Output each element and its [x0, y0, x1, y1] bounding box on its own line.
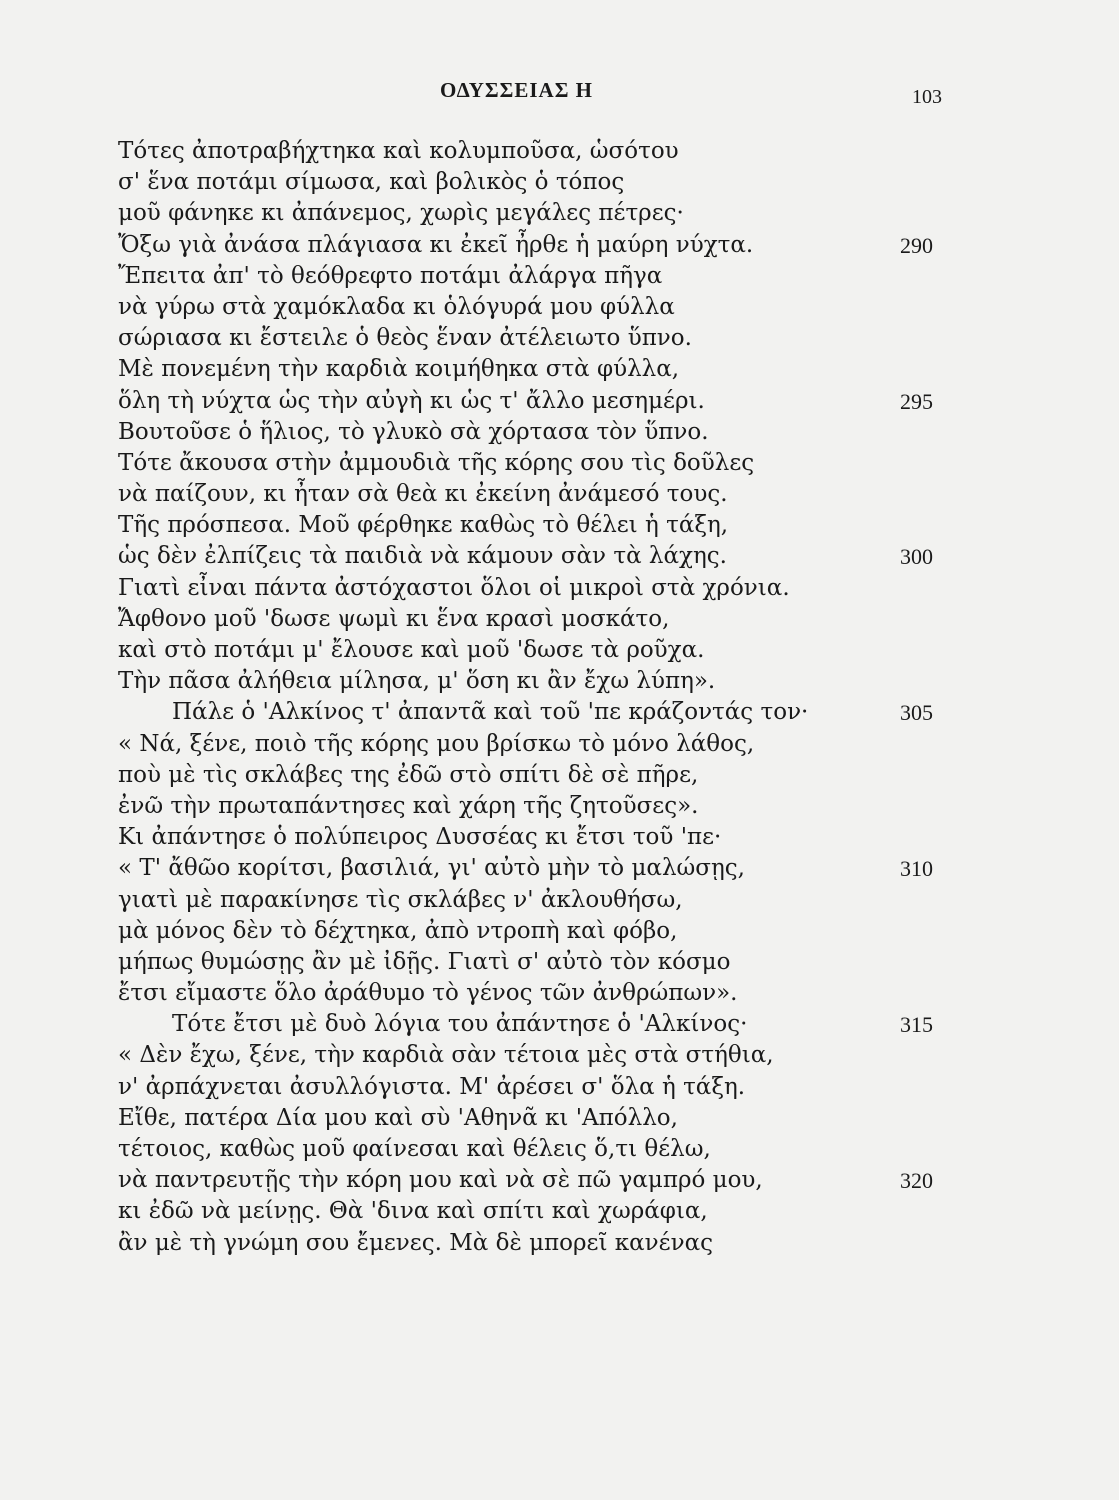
- verse-line: [0, 1134, 1119, 1165]
- verse-line: [0, 916, 1119, 947]
- page-number: 103: [912, 86, 942, 108]
- verse-text: « Δὲν ἔχω, ξένε, τὴν καρδιὰ σὰν τέτοια μὲς στὰ στήθια,: [118, 1042, 774, 1069]
- verse-text: ἔτσι εἴμαστε ὅλο ἀράθυμο τὸ γένος τῶν ἀνθρώπων».: [118, 980, 738, 1007]
- verse-line: [0, 1165, 1119, 1196]
- verse-line: [0, 198, 1119, 229]
- verse-line: [0, 1196, 1119, 1227]
- verse-text: « Νά, ξένε, ποιὸ τῆς κόρης μου βρίσκω τὸ μόνο λάθος,: [118, 730, 755, 757]
- verse-line: [0, 541, 1119, 572]
- verse-text: Τῆς πρόσπεσα. Μοῦ φέρθηκε καθὼς τὸ θέλει ἡ τάξη,: [118, 512, 729, 539]
- verse-text: ν' ἀρπάχνεται ἀσυλλόγιστα. Μ' ἀρέσει σ' ὅλα ἡ τάξη.: [118, 1073, 746, 1100]
- verse-line: [0, 448, 1119, 479]
- verse-text: γιατὶ μὲ παρακίνησε τὶς σκλάβες ν' ἀκλουθήσω,: [118, 886, 683, 913]
- verse-text: σ' ἕνα ποτάμι σίμωσα, καὶ βολικὸς ὁ τόπος: [118, 169, 625, 196]
- verse-text: Τὴν πᾶσα ἀλήθεια μίλησα, μ' ὅση κι ἂν ἔχω λύπη».: [118, 668, 716, 695]
- verse-text: καὶ στὸ ποτάμι μ' ἔλουσε καὶ μοῦ 'δωσε τὰ ροῦχα.: [118, 637, 705, 663]
- verse-line: [0, 354, 1119, 385]
- verse-text: νὰ παντρευτῇς τὴν κόρη μου καὶ νὰ σὲ πῶ γαμπρό μου,: [118, 1167, 763, 1194]
- verse-line: [0, 885, 1119, 916]
- verse-line: [0, 666, 1119, 697]
- verse-line: [0, 978, 1119, 1009]
- line-number: 300: [900, 544, 933, 570]
- verse-text: ποὺ μὲ τὶς σκλάβες της ἐδῶ στὸ σπίτι δὲ σὲ πῆρε,: [118, 761, 699, 788]
- running-title: ΟΔΥΣΣΕΙΑΣ Η: [440, 78, 594, 102]
- verse-line: [0, 1009, 1119, 1040]
- verse-text: κι ἐδῶ νὰ μείνῃς. Θὰ 'δινα καὶ σπίτι καὶ χωράφια,: [118, 1198, 708, 1225]
- verse-line: [0, 386, 1119, 417]
- verse-text: Γιατὶ εἶναι πάντα ἀστόχαστοι ὅλοι οἱ μικροὶ στὰ χρόνια.: [118, 574, 790, 601]
- verse-text: ἐνῶ τὴν πρωταπάντησες καὶ χάρη τῆς ζητοῦσες».: [118, 792, 699, 819]
- verse-line: [0, 292, 1119, 323]
- verse-text: Εἴθε, πατέρα Δία μου καὶ σὺ 'Αθηνᾶ κι 'Απόλλο,: [118, 1104, 678, 1131]
- verse-text: Ἄφθονο μοῦ 'δωσε ψωμὶ κι ἕνα κρασὶ μοσκάτο,: [118, 605, 670, 632]
- verse-text: νὰ γύρω στὰ χαμόκλαδα κι ὁλόγυρά μου φύλλα: [118, 293, 675, 320]
- verse-line: [0, 604, 1119, 635]
- verse-text: ὡς δὲν ἐλπίζεις τὰ παιδιὰ νὰ κάμουν σὰν τὰ λάχης.: [118, 543, 727, 570]
- verse-line: [0, 1228, 1119, 1259]
- verse-text: Βουτοῦσε ὁ ἥλιος, τὸ γλυκὸ σὰ χόρτασα τὸν ὕπνο.: [118, 418, 709, 445]
- verse-text: Τότε ἔτσι μὲ δυὸ λόγια του ἀπάντησε ὁ 'Αλκίνος·: [172, 1011, 748, 1038]
- verse-line: [0, 635, 1119, 666]
- verse-text: Πάλε ὁ 'Αλκίνος τ' ἀπαντᾶ καὶ τοῦ 'πε κράζοντάς τον·: [172, 699, 809, 726]
- verse-line: [0, 136, 1119, 167]
- verse-text: Κι ἀπάντησε ὁ πολύπειρος Δυσσέας κι ἔτσι τοῦ 'πε·: [118, 824, 722, 851]
- verse-line: [0, 697, 1119, 728]
- verse-line: [0, 853, 1119, 884]
- verse-text: μὰ μόνος δὲν τὸ δέχτηκα, ἀπὸ ντροπὴ καὶ φόβο,: [118, 917, 678, 944]
- line-number: 290: [900, 232, 933, 258]
- verse-text: τέτοιος, καθὼς μοῦ φαίνεσαι καὶ θέλεις ὅ,τι θέλω,: [118, 1136, 711, 1162]
- verse-text: μοῦ φάνηκε κι ἀπάνεμος, χωρὶς μεγάλες πέτρες·: [118, 200, 684, 227]
- verse-text: Μὲ πονεμένη τὴν καρδιὰ κοιμήθηκα στὰ φύλλα,: [118, 356, 680, 383]
- verse-text: Ὄξω γιὰ ἀνάσα πλάγιασα κι ἐκεῖ ἦρθε ἡ μαύρη νύχτα.: [118, 231, 754, 258]
- verse-line: [0, 573, 1119, 604]
- verse-line: [0, 1103, 1119, 1134]
- verse-text: σώριασα κι ἔστειλε ὁ θεὸς ἕναν ἀτέλειωτο ὕπνο.: [118, 325, 692, 352]
- verse-text: ὅλη τὴ νύχτα ὡς τὴν αὐγὴ κι ὡς τ' ἄλλο μεσημέρι.: [118, 387, 705, 414]
- verse-line: [0, 167, 1119, 198]
- line-number: 315: [900, 1012, 933, 1038]
- line-number: 295: [900, 388, 933, 414]
- verse-line: [0, 729, 1119, 760]
- verse-line: [0, 323, 1119, 354]
- verse-line: [0, 1072, 1119, 1103]
- verse-line: [0, 417, 1119, 448]
- verse-line: [0, 230, 1119, 261]
- verse-text: Τότες ἀποτραβήχτηκα καὶ κολυμποῦσα, ὡσότου: [118, 138, 679, 164]
- verse-text: μήπως θυμώσῃς ἂν μὲ ἰδῇς. Γιατὶ σ' αὐτὸ τὸν κόσμο: [118, 948, 731, 975]
- poem-text: [0, 136, 1119, 1259]
- verse-line: [0, 1040, 1119, 1071]
- verse-text: Τότε ἄκουσα στὴν ἀμμουδιὰ τῆς κόρης σου τὶς δοῦλες: [118, 449, 755, 476]
- line-number: 310: [900, 856, 933, 882]
- verse-line: [0, 479, 1119, 510]
- line-number: 320: [900, 1168, 933, 1194]
- verse-line: [0, 510, 1119, 541]
- verse-line: [0, 760, 1119, 791]
- verse-line: [0, 947, 1119, 978]
- verse-text: νὰ παίζουν, κι ἦταν σὰ θεὰ κι ἐκείνη ἀνάμεσό τους.: [118, 481, 728, 508]
- verse-text: Ἔπειτα ἀπ' τὸ θεόθρεφτο ποτάμι ἀλάργα πῆγα: [118, 262, 663, 289]
- verse-text: ἂν μὲ τὴ γνώμη σου ἔμενες. Μὰ δὲ μπορεῖ κανένας: [118, 1229, 713, 1256]
- verse-line: [0, 791, 1119, 822]
- verse-line: [0, 822, 1119, 853]
- line-number: 305: [900, 700, 933, 726]
- verse-text: « Τ' ἄθῶο κορίτσι, βασιλιά, γι' αὐτὸ μὴν τὸ μαλώσῃς,: [118, 855, 745, 882]
- page-header: [0, 78, 1119, 118]
- verse-line: [0, 261, 1119, 292]
